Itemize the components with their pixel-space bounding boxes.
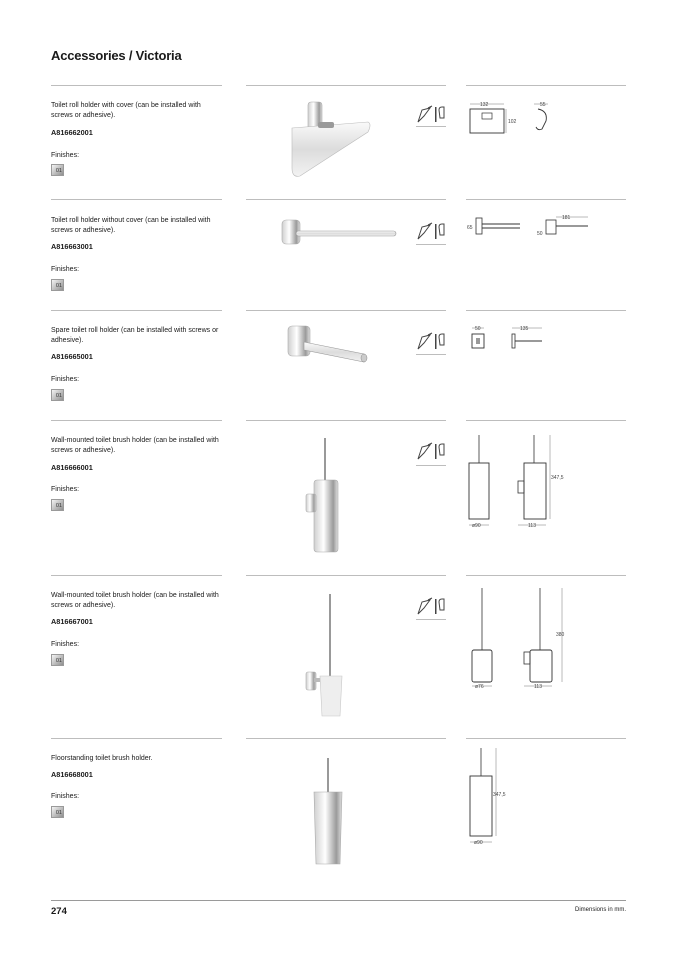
dimension-drawing [466, 212, 596, 242]
divider [416, 465, 446, 466]
dimension-label: 181 [562, 215, 571, 221]
dimension-label: 380 [556, 632, 565, 638]
dimension-label: 132 [480, 102, 489, 108]
product-photo-wall-brush-holder [296, 436, 346, 558]
divider [246, 420, 446, 421]
finishes-label: Finishes: [51, 641, 80, 648]
product-photo-wall-brush-holder-glass [298, 590, 358, 720]
finish-swatch-chrome: 01 [51, 654, 64, 666]
divider [466, 420, 626, 421]
product-photo-roll-holder-cover [280, 98, 410, 180]
divider [246, 575, 446, 576]
divider [466, 575, 626, 576]
finishes-label: Finishes: [51, 266, 80, 273]
divider [416, 354, 446, 355]
divider [246, 738, 446, 739]
product-description: Wall-mounted toilet brush holder (can be installed with screws or adhesive). [51, 592, 219, 609]
dimension-label: ø76 [475, 684, 484, 690]
dimension-drawing [466, 433, 576, 533]
dimension-label: 347,5 [551, 475, 564, 481]
finish-swatch-chrome: 01 [51, 164, 64, 176]
product-photo-spare-roll-holder [284, 322, 374, 370]
divider [51, 738, 222, 739]
page-title: Accessories / Victoria [51, 48, 182, 63]
finish-swatch-chrome: 01 [51, 499, 64, 511]
finish-swatch-chrome: 01 [51, 389, 64, 401]
finish-swatch-chrome: 01 [51, 806, 64, 818]
dimension-label: 102 [508, 119, 517, 125]
product-code: A816663001 [51, 242, 93, 251]
dimension-label: 65 [467, 225, 473, 231]
product-code: A816667001 [51, 617, 93, 626]
dimension-label: 50 [475, 326, 481, 332]
divider [416, 244, 446, 245]
divider [466, 85, 626, 86]
divider [466, 310, 626, 311]
divider [51, 85, 222, 86]
installation-icons [416, 596, 448, 616]
product-code: A816662001 [51, 128, 93, 137]
finishes-label: Finishes: [51, 486, 80, 493]
product-photo-floor-brush-holder [306, 756, 350, 868]
divider [51, 310, 222, 311]
divider [246, 85, 446, 86]
installation-icons [416, 441, 448, 461]
dimensions-note: Dimensions in mm. [574, 907, 626, 913]
divider [416, 619, 446, 620]
installation-icons [416, 221, 448, 241]
dimension-label: 50 [537, 231, 543, 237]
divider [51, 199, 222, 200]
dimension-label: 135 [520, 326, 529, 332]
divider [51, 420, 222, 421]
dimension-label: ø90 [474, 840, 483, 846]
dimension-drawing [468, 99, 558, 139]
product-description: Wall-mounted toilet brush holder (can be installed with screws or adhesive). [51, 437, 219, 454]
dimension-drawing [466, 586, 576, 690]
divider [246, 310, 446, 311]
installation-icons [416, 104, 448, 124]
divider [466, 738, 626, 739]
product-description: Toilet roll holder without cover (can be installed with screws or adhesive). [51, 217, 211, 234]
product-description: Spare toilet roll holder (can be installed with screws or adhesive). [51, 327, 219, 344]
dimension-drawing [466, 746, 526, 850]
product-code: A816665001 [51, 352, 93, 361]
dimension-drawing [466, 322, 556, 356]
installation-icons [416, 331, 448, 351]
divider [416, 126, 446, 127]
finishes-label: Finishes: [51, 376, 80, 383]
finishes-label: Finishes: [51, 793, 80, 800]
product-description: Floorstanding toilet brush holder. [51, 755, 153, 762]
dimension-label: 55 [540, 102, 546, 108]
divider [466, 199, 626, 200]
divider [51, 575, 222, 576]
product-description: Toilet roll holder with cover (can be installed with screws or adhesive). [51, 102, 201, 119]
finish-swatch-chrome: 01 [51, 279, 64, 291]
finishes-label: Finishes: [51, 152, 80, 159]
dimension-label: 113 [534, 684, 542, 690]
dimension-label: 347,5 [493, 792, 506, 798]
dimension-label: ø90 [472, 523, 481, 529]
product-code: A816666001 [51, 463, 93, 472]
product-photo-roll-holder [278, 216, 408, 250]
dimension-label: 113 [528, 523, 536, 529]
divider [246, 199, 446, 200]
product-code: A816668001 [51, 770, 93, 779]
page-number: 274 [51, 906, 67, 917]
footer-divider [51, 900, 626, 901]
